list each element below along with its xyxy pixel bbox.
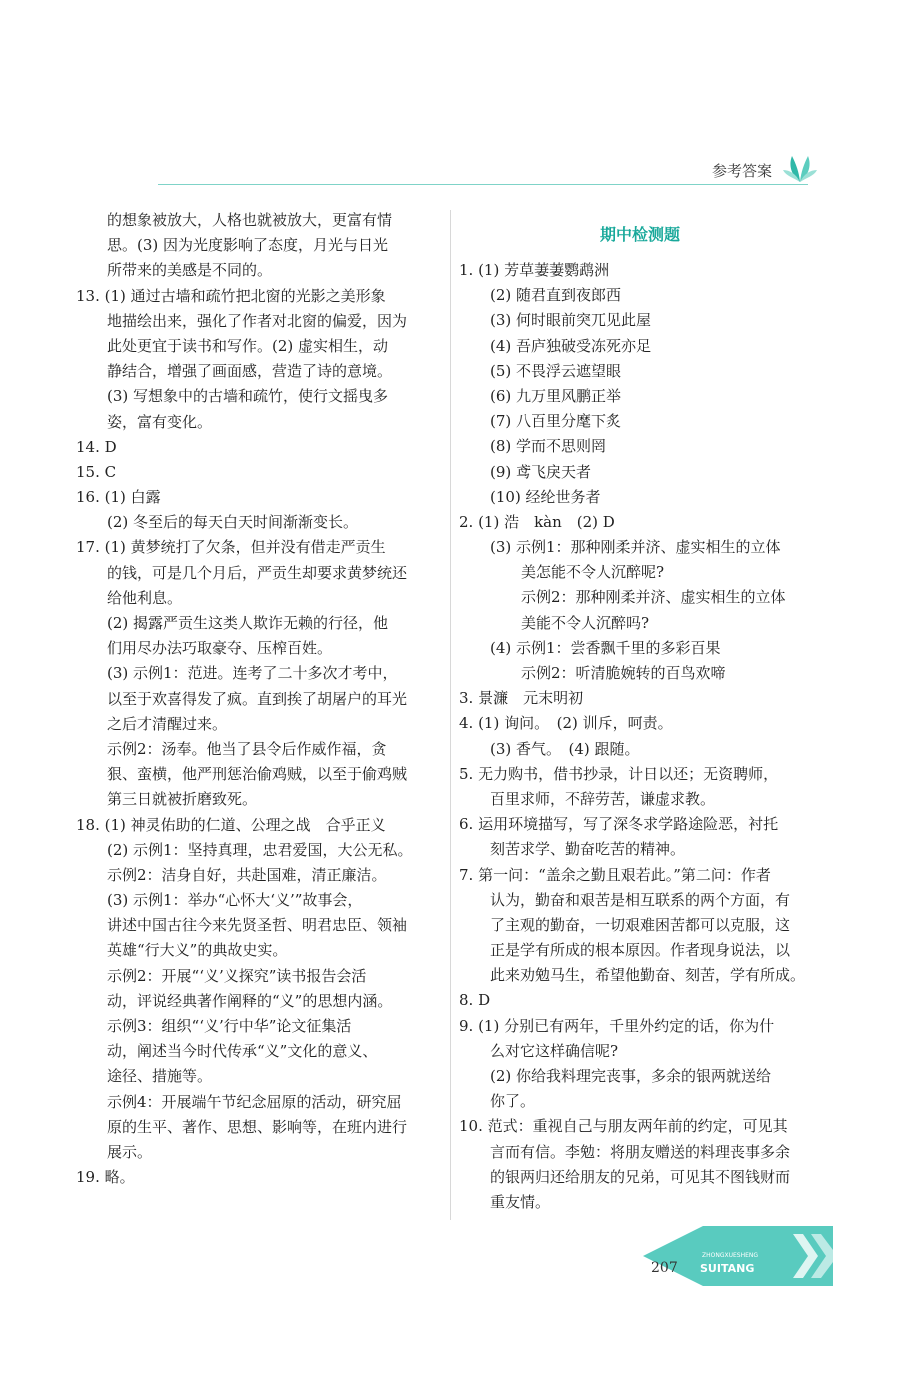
footer-band-label: SUITANG [700, 1262, 755, 1275]
answer-line: 之后才清醒过来。 [107, 714, 228, 733]
answer-line: 19. 略。 [76, 1168, 135, 1187]
answer-line: 言而有信。李勉：将朋友赠送的料理丧事多余 [490, 1142, 791, 1161]
answer-line: 展示。 [107, 1142, 153, 1161]
answer-line: (6) 九万里风鹏正举 [490, 386, 622, 405]
answer-line: (9) 鸢飞戾天者 [490, 462, 592, 481]
answer-line: 此处更宜于读书和写作。(2) 虚实相生，动 [107, 336, 389, 355]
answer-line: 么对它这样确信呢? [490, 1041, 619, 1060]
answer-line: 4. (1) 询问。 (2) 训斥，呵责。 [459, 714, 673, 733]
answer-line: 示例4：开展端午节纪念屈原的活动，研究屈 [107, 1092, 402, 1111]
answer-line: 18. (1) 神灵佑助的仁道、公理之战 合乎正义 [76, 815, 386, 834]
answer-line: 14. D [76, 437, 117, 456]
answer-line: 百里求师，不辞劳苦，谦虚求教。 [490, 789, 716, 808]
answer-line: 第三日就被折磨致死。 [107, 790, 258, 809]
answer-line: (8) 学而不思则罔 [490, 437, 607, 456]
answer-line: 讲述中国古往今来先贤圣哲、明君忠臣、领袖 [107, 916, 408, 935]
answer-line: 静结合，增强了画面感，营造了诗的意境。 [107, 362, 393, 381]
answer-line: 所带来的美感是不同的。 [107, 261, 273, 280]
answer-line: 重友情。 [490, 1192, 551, 1211]
answer-line: 的银两归还给朋友的兄弟，可见其不图钱财而 [490, 1167, 791, 1186]
section-title: 期中检测题 [599, 225, 680, 244]
answer-line: 9. (1) 分别已有两年，千里外约定的话，你为什 [459, 1016, 775, 1035]
answer-line: 原的生平、著作、思想、影响等，在班内进行 [107, 1117, 408, 1136]
answer-line: 示例2：开展“‘义’义探究”读书报告会活 [107, 966, 367, 985]
answer-line: (3) 示例1：范进。连考了二十多次才考中， [107, 664, 398, 683]
answer-line: (4) 吾庐独破受冻死亦足 [490, 336, 652, 355]
answer-line: 6. 运用环境描写，写了深冬求学路途险恶，衬托 [459, 815, 779, 834]
answer-line: (2) 你给我料理完丧事，多余的银两就送给 [490, 1067, 772, 1085]
answer-line: 途径、措施等。 [107, 1067, 213, 1086]
answer-line: (5) 不畏浮云遮望眼 [490, 361, 622, 380]
answer-line: (3) 示例1：那种刚柔并济、虚实相生的立体 [490, 538, 781, 557]
answer-line: 5. 无力购书，借书抄录，计日以还；无资聘师， [459, 764, 779, 783]
answer-line: (4) 示例1：尝香飘千里的多彩百果 [490, 638, 721, 657]
answer-line: 给他利息。 [107, 588, 183, 607]
answer-line: 思。(3) 因为光度影响了态度，月光与日光 [107, 236, 389, 255]
answer-line: 们用尽办法巧取豪夺、压榨百姓。 [107, 639, 333, 658]
answer-line: 英雄“行大义”的典故史实。 [107, 941, 288, 960]
page-number: 207 [651, 1260, 678, 1276]
answer-line: 10. 范式：重视自己与朋友两年前的约定，可见其 [459, 1117, 788, 1136]
answer-line: 7. 第一问：“盖余之勤且艰若此。”第二问：作者 [459, 865, 771, 884]
answer-line: (2) 示例1：坚持真理，忠君爱国，大公无私。 [107, 840, 413, 859]
answer-line: (7) 八百里分麾下炙 [490, 412, 622, 431]
answer-line: 的钱，可是几个月后，严贡生却要求黄梦统还 [107, 563, 408, 582]
header-rule [158, 184, 808, 185]
header-title: 参考答案 [712, 162, 773, 180]
answer-line: (3) 示例1：举办“心怀大‘义’”故事会， [107, 891, 363, 910]
answer-line: 动，阐述当今时代传承“义”文化的意义、 [107, 1042, 378, 1061]
answer-line: 1. (1) 芳草萋萋鹦鹉洲 [459, 261, 610, 279]
answer-line: (3) 香气。 (4) 跟随。 [490, 739, 640, 758]
answer-line: 你了。 [490, 1092, 536, 1111]
answer-line: 示例3：组织“‘义’行中华”论文征集活 [107, 1017, 352, 1035]
right-answer-column [459, 258, 821, 1215]
answer-line: 17. (1) 黄梦统打了欠条，但并没有借走严贡生 [76, 538, 386, 557]
answer-line: 13. (1) 通过古墙和疏竹把北窗的光影之美形象 [76, 286, 386, 305]
answer-line: 动，评说经典著作阐释的“义”的思想内涵。 [107, 991, 393, 1010]
left-answer-column [76, 208, 438, 1190]
answer-line: 示例2：洁身自好，共赴国难，清正廉洁。 [107, 865, 387, 884]
answer-line: 2. (1) 浩 kàn (2) D [459, 512, 615, 531]
answer-line: 刻苦求学、勤奋吃苦的精神。 [490, 840, 686, 859]
leaf-icon [782, 150, 818, 186]
answer-line: 此来劝勉马生，希望他勤奋、刻苦，学有所成。 [490, 966, 806, 985]
answer-line: 正是学有所成的根本原因。作者现身说法，以 [490, 941, 791, 960]
answer-line: 美能不令人沉醉吗? [521, 613, 650, 632]
answer-line: (2) 冬至后的每天白天时间渐渐变长。 [107, 513, 359, 532]
answer-line: (2) 揭露严贡生这类人欺诈无赖的行径，他 [107, 614, 389, 632]
answer-line: 示例2：听清脆婉转的百鸟欢啼 [521, 664, 726, 682]
answer-line: 8. D [459, 991, 491, 1010]
answer-line: 姿，富有变化。 [107, 412, 213, 431]
answer-line: 美怎能不令人沉醉呢? [521, 563, 665, 582]
answer-line: (2) 随君直到夜郎西 [490, 286, 622, 305]
answer-line: 示例2：汤奉。他当了县令后作威作福，贪 [107, 739, 387, 758]
answer-line: 示例2：那种刚柔并济、虚实相生的立体 [521, 588, 786, 607]
answer-line: 16. (1) 白露 [76, 488, 161, 507]
column-divider [450, 210, 451, 1220]
answer-line: 的想象被放大，人格也就被放大，更富有情 [107, 211, 393, 229]
answer-line: 以至于欢喜得发了疯。直到挨了胡屠户的耳光 [107, 689, 408, 708]
page-header [0, 150, 900, 190]
answer-line: 认为，勤奋和艰苦是相互联系的两个方面，有 [490, 890, 791, 909]
answer-line: 狠、蛮横，他严刑惩治偷鸡贼，以至于偷鸡贼 [107, 765, 408, 784]
answer-line: (10) 经纶世务者 [490, 487, 601, 506]
answer-line: (3) 何时眼前突兀见此屋 [490, 311, 652, 330]
answer-line: 3. 景濂 元末明初 [459, 689, 584, 708]
answer-line: (3) 写想象中的古墙和疏竹，使行文摇曳多 [107, 387, 389, 406]
answer-line: 地描绘出来，强化了作者对北窗的偏爱，因为 [107, 311, 408, 330]
answer-line: 15. C [76, 462, 117, 481]
answer-line: 了主观的勤奋，一切艰难困苦都可以克服，这 [490, 915, 791, 934]
footer-band-small-text: ZHONGXUESHENG [702, 1252, 759, 1259]
